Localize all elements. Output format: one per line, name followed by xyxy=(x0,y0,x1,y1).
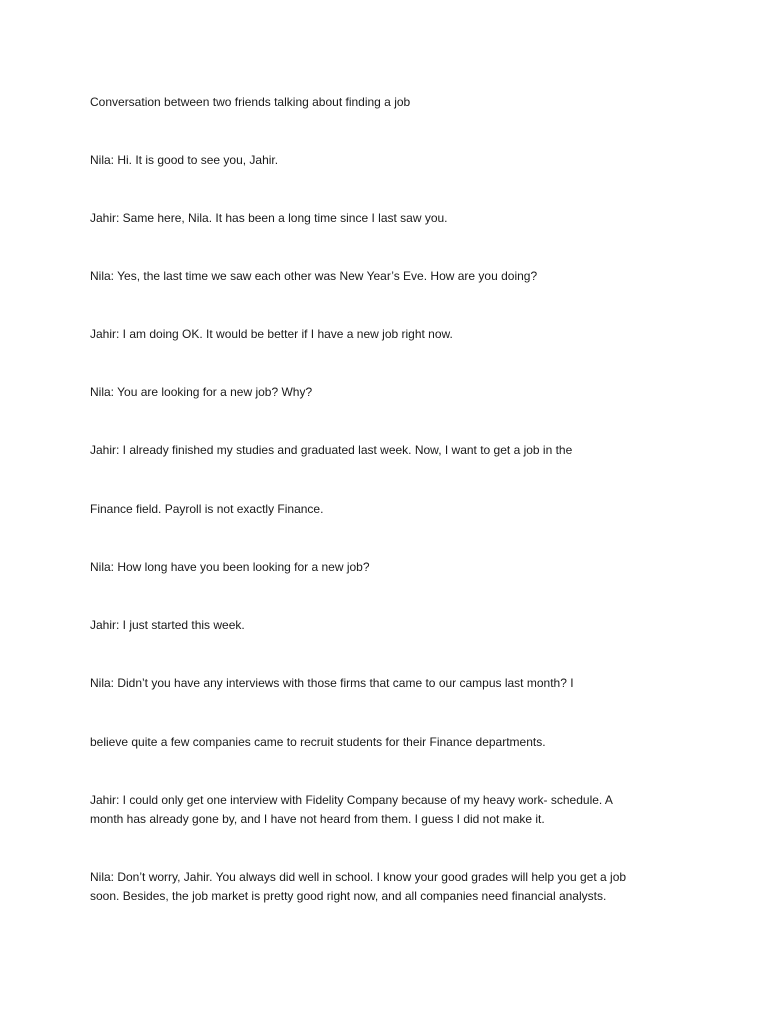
dialogue-line: Nila: Yes, the last time we saw each other was New Year’s Eve. How are you doing? xyxy=(90,269,538,283)
dialogue-line: Nila: Don’t worry, Jahir. You always did well in school. I know your good grades will help you get a job xyxy=(90,870,627,884)
document-title: Conversation between two friends talking about finding a job xyxy=(90,95,411,109)
dialogue-line: Nila: Hi. It is good to see you, Jahir. xyxy=(90,153,279,167)
dialogue-line: Nila: You are looking for a new job? Why? xyxy=(90,385,313,399)
dialogue-line: Jahir: Same here, Nila. It has been a long time since I last saw you. xyxy=(90,211,448,225)
dialogue-line: Jahir: I already finished my studies and graduated last week. Now, I want to get a job in the xyxy=(90,443,573,457)
dialogue-line: Jahir: I just started this week. xyxy=(90,618,245,632)
dialogue-line: Nila: How long have you been looking for a new job? xyxy=(90,560,370,574)
dialogue-line: soon. Besides, the job market is pretty good right now, and all companies need financial analysts. xyxy=(90,889,607,903)
dialogue-line: Finance field. Payroll is not exactly Finance. xyxy=(90,502,324,516)
dialogue-line: month has already gone by, and I have not heard from them. I guess I did not make it. xyxy=(90,812,545,826)
dialogue-line: Jahir: I am doing OK. It would be better if I have a new job right now. xyxy=(90,327,453,341)
dialogue-line: Jahir: I could only get one interview with Fidelity Company because of my heavy work- schedule. A xyxy=(90,793,613,807)
dialogue-line: Nila: Didn’t you have any interviews with those firms that came to our campus last month? I xyxy=(90,676,574,690)
dialogue-line: believe quite a few companies came to recruit students for their Finance departments. xyxy=(90,735,546,749)
